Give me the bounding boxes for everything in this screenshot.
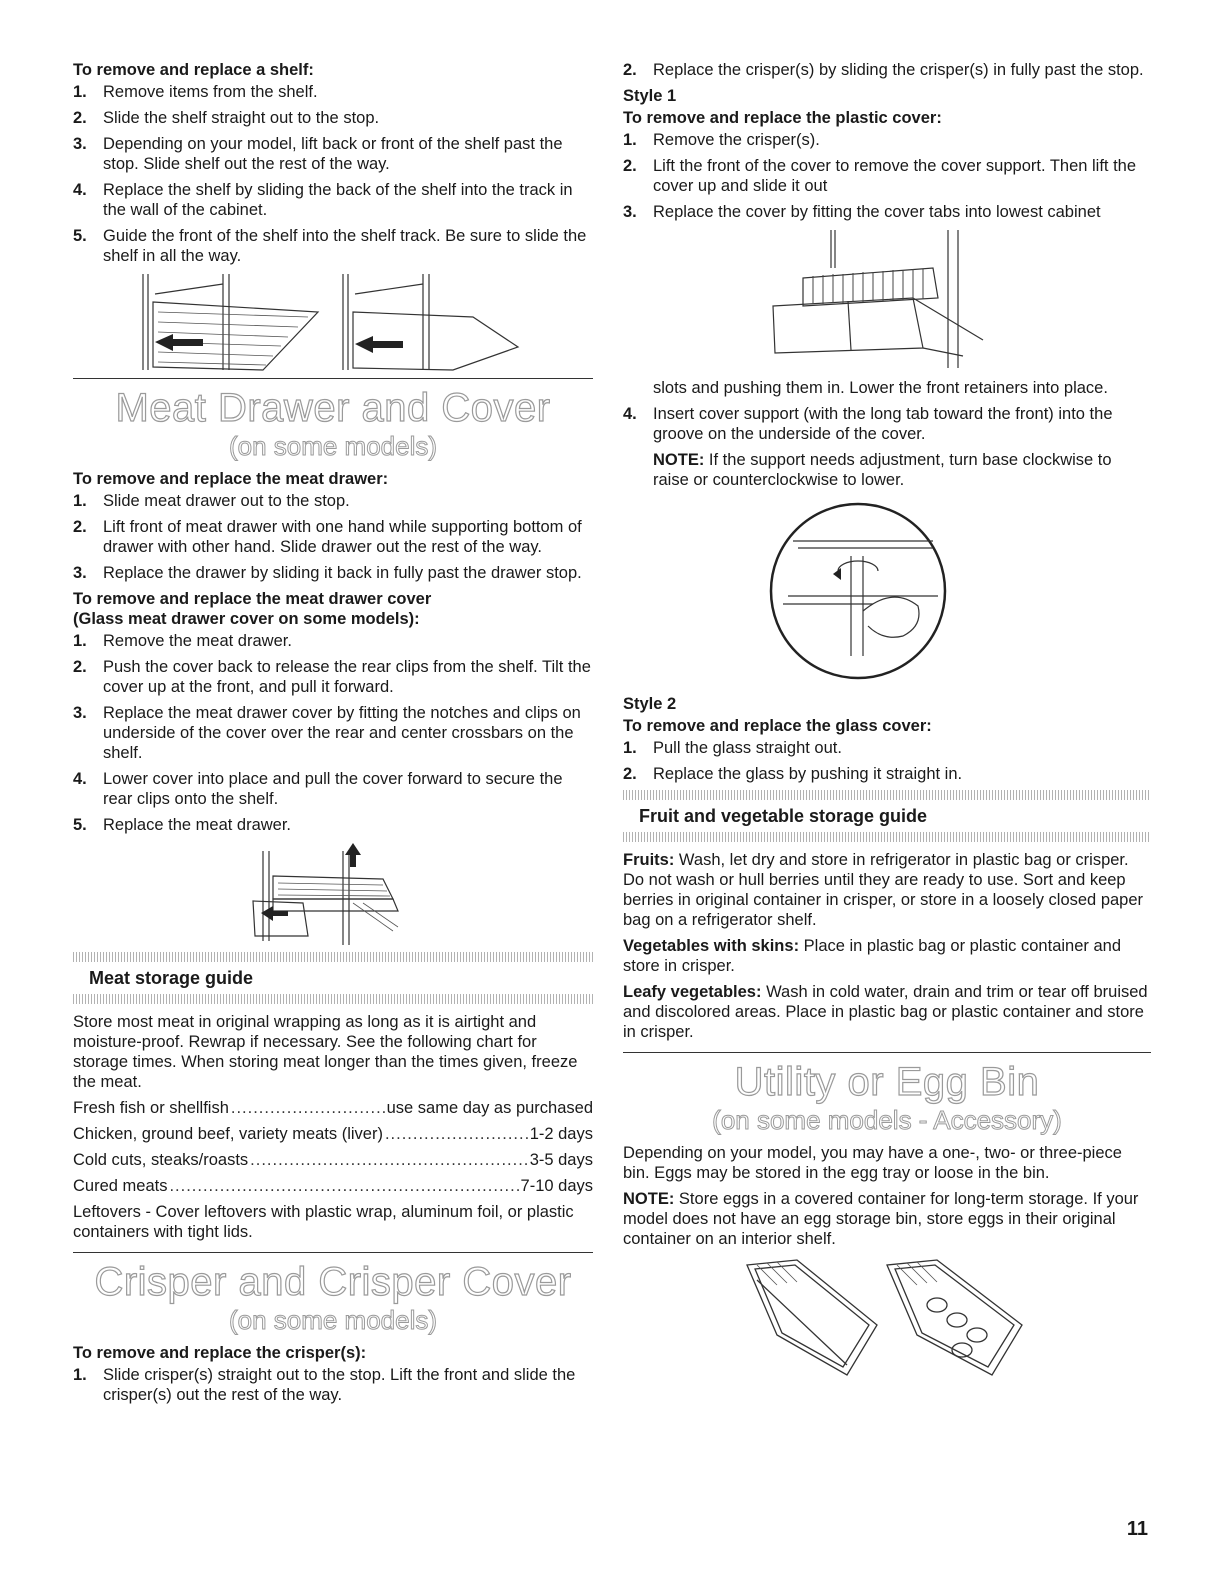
step-text: Slide meat drawer out to the stop. — [103, 492, 350, 510]
list-item — [73, 657, 593, 697]
step-text: Replace the meat drawer cover by fitting the notches and clips on underside of the cover over the rear and center crossbars on the shelf. — [103, 704, 581, 762]
step-text: Replace the shelf by sliding the back of the shelf into the track in the wall of the cabinet. — [103, 181, 573, 219]
table-row — [73, 1150, 593, 1170]
egg-bin-note — [623, 1189, 1151, 1249]
list-item — [623, 738, 1151, 758]
crisper-heading: To remove and replace the crisper(s): — [73, 1344, 367, 1362]
step-number: 2. — [623, 157, 637, 175]
step-text: Replace the crisper(s) by sliding the crisper(s) in fully past the stop. — [653, 61, 1144, 79]
arrow-left-icon — [261, 906, 288, 921]
meat-cover-heading-note: (Glass meat drawer cover on some models): — [73, 610, 420, 628]
meat-cover-heading: To remove and replace the meat drawer cover — [73, 590, 432, 608]
list-item — [73, 769, 593, 809]
step-text: Remove the crisper(s). — [653, 131, 820, 149]
step-number: 3. — [623, 203, 637, 221]
style1-note — [623, 450, 1151, 490]
step-number: 1. — [73, 632, 87, 650]
step-text: Slide crisper(s) straight out to the stop. Lift the front and slide the crisper(s) out the rest of the way. — [103, 1366, 576, 1404]
step-number: 1. — [73, 492, 87, 510]
storage-time: 7-10 days — [520, 1177, 593, 1195]
vegetables-label: Vegetables with skins: — [623, 937, 800, 955]
plastic-cover-heading: To remove and replace the plastic cover: — [623, 109, 942, 127]
vegetables-text: Place in plastic bag or plastic container and store in crisper. — [623, 937, 1121, 975]
table-row — [73, 1098, 593, 1118]
leafy-paragraph — [623, 982, 1151, 1042]
meat-type: Fresh fish or shellfish — [73, 1099, 229, 1117]
list-item — [73, 82, 593, 102]
step-number: 2. — [623, 765, 637, 783]
list-item — [73, 517, 593, 557]
list-item — [73, 226, 593, 266]
step-text: Insert cover support (with the long tab toward the front) into the groove on the underside of the cover. — [653, 405, 1113, 443]
step-number: 1. — [623, 739, 637, 757]
section-divider — [73, 378, 593, 379]
meat-guide-title: Meat storage guide — [89, 968, 254, 988]
meat-drawer-illustration — [233, 841, 433, 946]
right-column — [623, 60, 1151, 1380]
fruits-label: Fruits: — [623, 851, 675, 869]
style-label: Style 1 — [623, 87, 677, 105]
list-item — [623, 130, 1151, 150]
meat-drawer-steps — [73, 491, 593, 583]
note-text: If the support needs adjustment, turn base clockwise to raise or counterclockwise to lower. — [653, 451, 1112, 489]
glass-cover-heading: To remove and replace the glass cover: — [623, 717, 932, 735]
meat-guide-header — [73, 952, 593, 1004]
arrow-left-icon — [355, 336, 403, 353]
vegetables-paragraph — [623, 936, 1151, 976]
section-title: Meat Drawer and Cover — [115, 386, 551, 430]
note-label: NOTE: — [623, 1190, 675, 1208]
fruit-guide-header — [623, 790, 1151, 842]
step-number: 2. — [73, 658, 87, 676]
arrow-up-icon — [345, 843, 361, 867]
step-number: 5. — [73, 816, 87, 834]
section-divider — [623, 1052, 1151, 1053]
egg-bin-illustration — [737, 1255, 1037, 1380]
leafy-label: Leafy vegetables: — [623, 983, 762, 1001]
crisper-cover-illustration — [763, 228, 993, 378]
list-item — [623, 156, 1151, 196]
storage-time: 1-2 days — [529, 1125, 593, 1143]
list-item — [623, 764, 1151, 784]
section-subtitle: (on some models - Accessory) — [712, 1105, 1062, 1135]
table-row — [73, 1176, 593, 1196]
cover-support-illustration — [763, 496, 963, 686]
section-subtitle: (on some models) — [228, 431, 438, 461]
style-label: Style 2 — [623, 695, 677, 713]
list-item — [73, 563, 593, 583]
step-text: Replace the drawer by sliding it back in fully past the drawer stop. — [103, 564, 582, 582]
step-number: 4. — [73, 770, 87, 788]
note-text: Store eggs in a covered container for long-term storage. If your model does not have an egg storage bin, store eggs in their original container on an interior shelf. — [623, 1190, 1139, 1248]
list-item — [73, 703, 593, 763]
shelf-illustration — [133, 272, 533, 372]
list-item — [73, 108, 593, 128]
arrow-left-icon — [155, 334, 203, 351]
list-item — [623, 60, 1151, 80]
list-item — [73, 1365, 593, 1405]
step-text: Pull the glass straight out. — [653, 739, 842, 757]
step-text: Push the cover back to release the rear clips from the shelf. Tilt the cover up at the front, and pull it forward. — [103, 658, 591, 696]
step-number: 2. — [623, 61, 637, 79]
step-number: 1. — [623, 131, 637, 149]
list-item — [73, 631, 593, 651]
leader-dots — [250, 1150, 528, 1170]
step-number: 2. — [73, 518, 87, 536]
list-item — [623, 202, 1151, 222]
leader-dots — [385, 1124, 528, 1144]
step-text: Lift the front of the cover to remove the cover support. Then lift the cover up and slide it out — [653, 157, 1137, 195]
leader-dots — [231, 1098, 385, 1118]
leafy-text: Wash in cold water, drain and trim or tear off bruised and discolored areas. Place in plastic bag or plastic container and store in crisper. — [623, 983, 1148, 1041]
fruit-guide-title: Fruit and vegetable storage guide — [639, 806, 928, 826]
step-number: 3. — [73, 564, 87, 582]
step-number: 1. — [73, 83, 87, 101]
step-text: Replace the meat drawer. — [103, 816, 292, 834]
step-text: Replace the cover by fitting the cover tabs into lowest cabinet — [653, 203, 1101, 221]
section-divider — [73, 1252, 593, 1253]
step-text: Lower cover into place and pull the cover forward to secure the rear clips onto the shelf. — [103, 770, 563, 808]
step-text: Lift front of meat drawer with one hand while supporting bottom of drawer with other hand. Slide drawer out the rest of the way. — [103, 518, 582, 556]
page-number: 11 — [1126, 1518, 1148, 1540]
meat-guide-intro: Store most meat in original wrapping as long as it is airtight and moisture-proof. Rewrap if necessary. See the following chart for storage times. When storing meat longer than the times given, freeze the meat. — [73, 1013, 578, 1091]
step-text: Remove items from the shelf. — [103, 83, 318, 101]
section-title: Utility or Egg Bin — [734, 1060, 1040, 1104]
section-title: Crisper and Crisper Cover — [94, 1260, 572, 1304]
hatch-bar — [73, 952, 593, 962]
style1-continued: slots and pushing them in. Lower the front retainers into place. — [653, 379, 1108, 397]
list-item — [73, 815, 593, 835]
hatch-bar — [73, 994, 593, 1004]
hatch-bar — [623, 790, 1151, 800]
step-number: 3. — [73, 135, 87, 153]
fruits-paragraph — [623, 850, 1151, 930]
step-number: 4. — [623, 405, 637, 423]
meat-type: Chicken, ground beef, variety meats (liver) — [73, 1125, 383, 1143]
list-item — [623, 404, 1151, 444]
list-item — [73, 491, 593, 511]
step-number: 2. — [73, 109, 87, 127]
storage-time: 3-5 days — [529, 1151, 593, 1169]
step-text: Guide the front of the shelf into the shelf track. Be sure to slide the shelf in all the way. — [103, 227, 587, 265]
step-number: 4. — [73, 181, 87, 199]
note-label: NOTE: — [653, 451, 705, 469]
step-number: 1. — [73, 1366, 87, 1384]
step-text: Depending on your model, lift back or front of the shelf past the stop. Slide shelf out the rest of the way. — [103, 135, 563, 173]
egg-bin-text: Depending on your model, you may have a one-, two- or three-piece bin. Eggs may be stored in the egg tray or loose in the bin. — [623, 1144, 1122, 1182]
leader-dots — [169, 1176, 518, 1196]
meat-drawer-heading: To remove and replace the meat drawer: — [73, 470, 389, 488]
table-row — [73, 1124, 593, 1144]
step-number: 3. — [73, 704, 87, 722]
step-text: Slide the shelf straight out to the stop. — [103, 109, 380, 127]
hatch-bar — [623, 832, 1151, 842]
step-text: Remove the meat drawer. — [103, 632, 292, 650]
shelf-heading: To remove and replace a shelf: — [73, 61, 314, 79]
left-column — [73, 60, 593, 1411]
meat-storage-chart — [73, 1098, 593, 1196]
shelf-steps — [73, 82, 593, 266]
section-subtitle: (on some models) — [228, 1305, 438, 1335]
storage-time: use same day as purchased — [386, 1099, 593, 1117]
step-number: 5. — [73, 227, 87, 245]
meat-type: Cold cuts, steaks/roasts — [73, 1151, 249, 1169]
meat-type: Cured meats — [73, 1177, 168, 1195]
fruits-text: Wash, let dry and store in refrigerator in plastic bag or crisper. Do not wash or hull berries until they are ready to use. Sort and keep berries in original container in crisper, or store in a loosely closed paper bag on a refrigerator shelf. — [623, 851, 1144, 929]
rotation-arrow-icon — [833, 568, 841, 580]
meat-cover-steps — [73, 631, 593, 835]
list-item — [73, 134, 593, 174]
step-text: Replace the glass by pushing it straight in. — [653, 765, 963, 783]
leftovers-text: Leftovers - Cover leftovers with plastic wrap, aluminum foil, or plastic containers with tight lids. — [73, 1203, 574, 1241]
list-item — [73, 180, 593, 220]
